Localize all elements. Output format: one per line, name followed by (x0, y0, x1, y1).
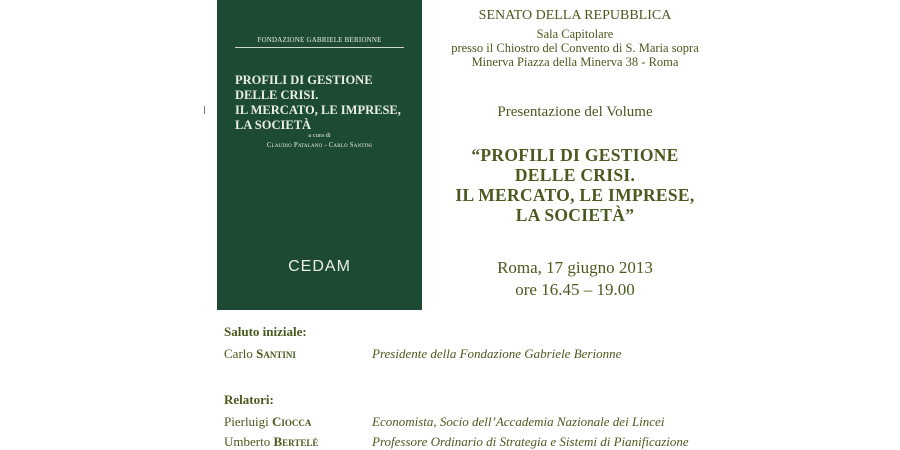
event-date: Roma, 17 giugno 2013 (497, 258, 653, 277)
speaker-person (224, 434, 318, 450)
decorative-mark (204, 106, 205, 114)
book-editor-label: a cura di (308, 132, 331, 139)
person-first-name: Pierluigi (224, 414, 269, 429)
speaker-role: Economista, Socio dell’Accademia Nazionale dei Lincei (372, 414, 665, 429)
book-divider (235, 47, 404, 48)
person-first-name: Umberto (224, 434, 271, 449)
book-publisher: FONDAZIONE GABRIELE BERIONNE (257, 36, 382, 44)
person-surname: Bertelè (273, 434, 319, 449)
venue-line-1: Sala Capitolare (536, 27, 614, 41)
person-surname: Ciocca (272, 414, 312, 429)
book-cover-image (217, 0, 422, 310)
book-title: PROFILI DI GESTIONE DELLE CRISI. IL MERCATO, LE IMPRESE, LA SOCIETÀ (235, 73, 401, 132)
speaker-person (224, 414, 311, 430)
venue-line-3: Minerva Piazza della Minerva 38 - Roma (471, 55, 679, 69)
person-surname: Santini (256, 346, 296, 361)
greeting-label: Saluto iniziale: (224, 324, 307, 339)
book-authors: Claudio Patalano - Carlo Santini (266, 142, 373, 149)
venue-title: SENATO DELLA REPUBBLICA (478, 8, 672, 23)
event-title: “PROFILI DI GESTIONE DELLE CRISI. IL MERCATO, LE IMPRESE, LA SOCIETÀ” (455, 145, 695, 225)
speakers-label: Relatori: (224, 392, 274, 407)
greeting-role: Presidente della Fondazione Gabriele Berionne (372, 346, 622, 361)
person-first-name: Carlo (224, 346, 253, 361)
publisher-logo: CEDAM (288, 258, 351, 275)
venue-line-2: presso il Chiostro del Convento di S. Maria sopra (451, 41, 699, 55)
speaker-role: Professore Ordinario di Strategia e Sistemi di Pianificazione (372, 434, 689, 449)
greeting-person (224, 346, 296, 362)
event-time: ore 16.45 – 19.00 (515, 280, 635, 299)
presentation-label: Presentazione del Volume (497, 104, 653, 120)
